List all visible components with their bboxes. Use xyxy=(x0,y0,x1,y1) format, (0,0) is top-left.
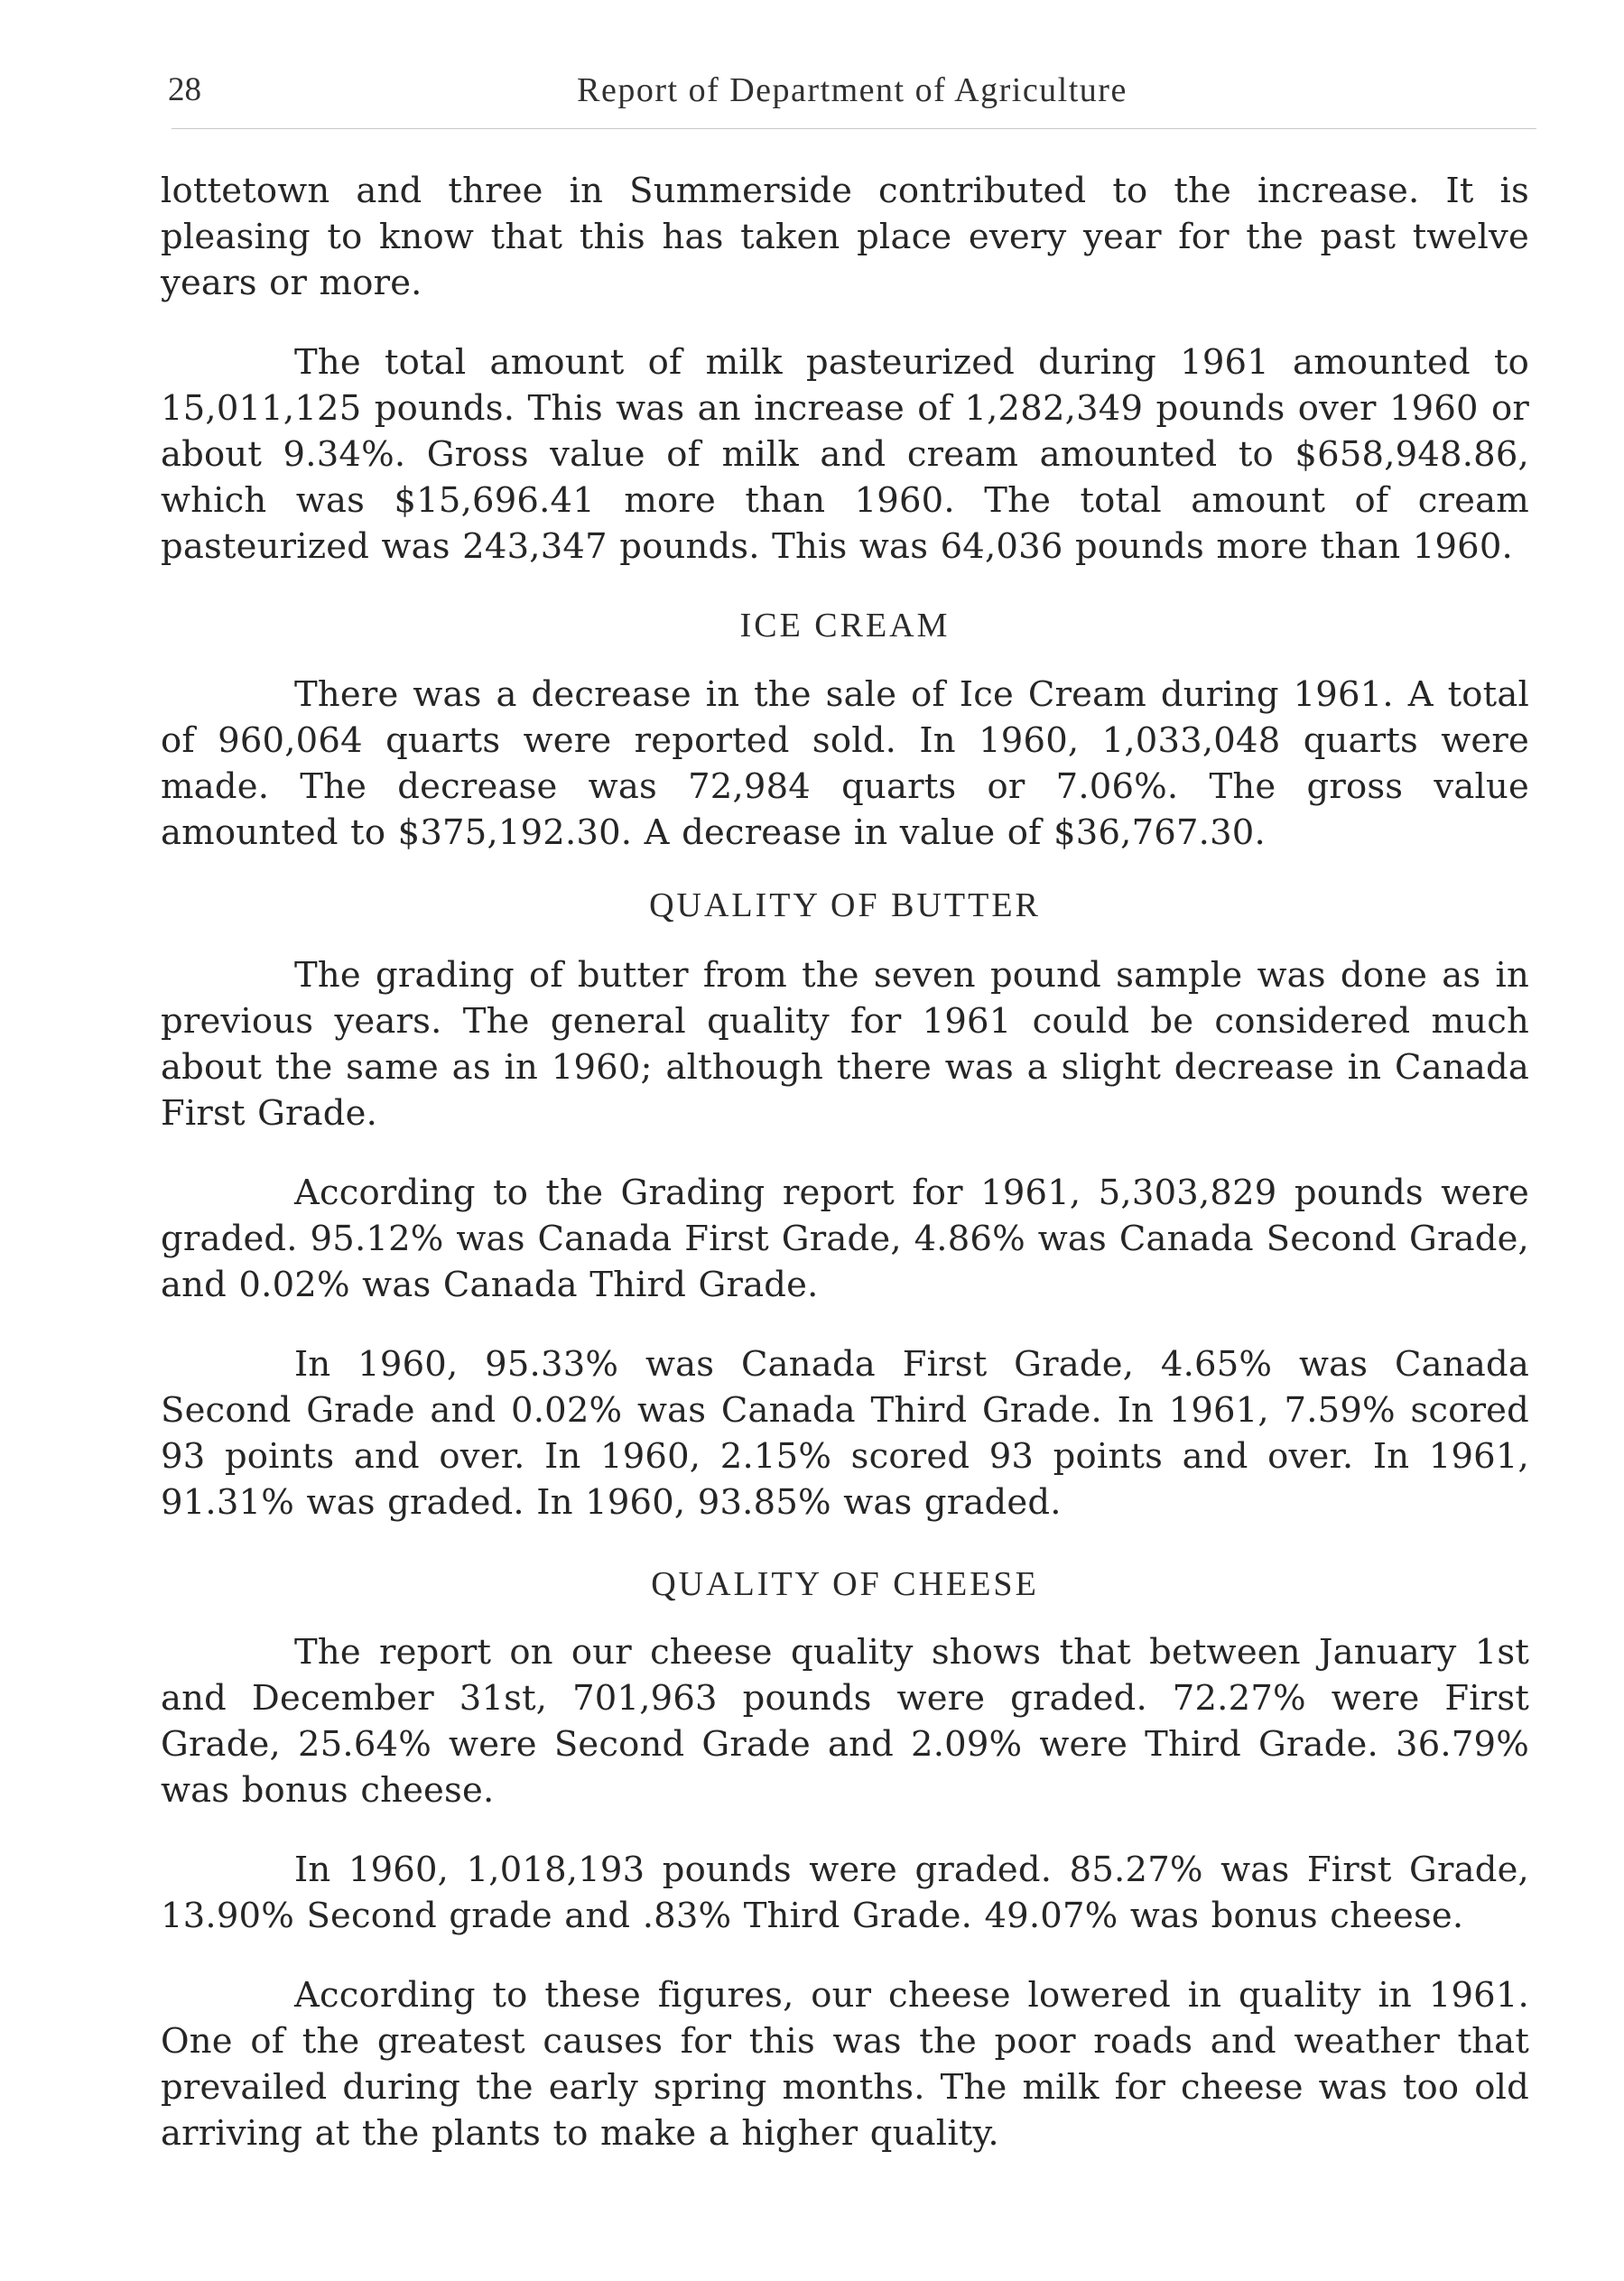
header-rule xyxy=(172,128,1536,129)
ice-cream-heading: ICE CREAM xyxy=(739,607,951,644)
quality-of-butter-heading: QUALITY OF BUTTER xyxy=(649,886,1041,924)
butter-grading-paragraph: The grading of butter from the seven pound sample was done as in previous years. The general quality for 1961 could be considered much about the same as in 1960; although there was a slight decrease in Canada First Grade. xyxy=(161,955,1529,1134)
body-text xyxy=(161,168,1529,2156)
intro-continuation-paragraph: lottetown and three in Summerside contributed to the increase. It is pleasing to know that this has taken place every year for the past twelve years or more. xyxy=(161,171,1529,303)
cheese-report-paragraph: The report on our cheese quality shows that between January 1st and December 31st, 701,963 pounds were graded. 72.27% were First Grade, 25.64% were Second Grade and 2.09% were Third Grade. 36.79% was bonus cheese. xyxy=(161,1632,1529,1811)
running-header xyxy=(168,65,1536,116)
cheese-conclusion-paragraph: According to these figures, our cheese lowered in quality in 1961. One of the greatest causes for this was the poor roads and weather that prevailed during the early spring months. The milk for cheese was too old arriving at the plants to make a higher quality. xyxy=(161,1975,1529,2154)
milk-pasteurized-paragraph: The total amount of milk pasteurized during 1961 amounted to 15,011,125 pounds. This was an increase of 1,282,349 pounds over 1960 or about 9.34%. Gross value of milk and cream amounted to $658,948.86, which was $15,696.41 more than 1960. The total amount of cream pasteurized was 243,347 pounds. This was 64,036 pounds more than 1960. xyxy=(161,342,1529,567)
butter-report-1961-paragraph: According to the Grading report for 1961, 5,303,829 pounds were graded. 95.12% was Canada First Grade, 4.86% was Canada Second Grade, and 0.02% was Canada Third Grade. xyxy=(161,1173,1529,1305)
ice-cream-paragraph: There was a decrease in the sale of Ice Cream during 1961. A total of 960,064 quarts were reported sold. In 1960, 1,033,048 quarts were made. The decrease was 72,984 quarts or 7.06%. The gross value amounted to $375,192.30. A decrease in value of $36,767.30. xyxy=(161,674,1529,853)
running-title: Report of Department of Agriculture xyxy=(577,71,1128,109)
butter-1960-comparison-paragraph: In 1960, 95.33% was Canada First Grade, 4.65% was Canada Second Grade and 0.02% was Canada Third Grade. In 1961, 7.59% scored 93 points and over. In 1960, 2.15% scored 93 points and over. In 1961, 91.31% was graded. In 1960, 93.85% was graded. xyxy=(161,1344,1529,1523)
page-number: 28 xyxy=(168,71,201,108)
quality-of-cheese-heading: QUALITY OF CHEESE xyxy=(651,1565,1039,1603)
cheese-1960-paragraph: In 1960, 1,018,193 pounds were graded. 85.27% was First Grade, 13.90% Second grade and .83% Third Grade. 49.07% was bonus cheese. xyxy=(161,1850,1529,1936)
